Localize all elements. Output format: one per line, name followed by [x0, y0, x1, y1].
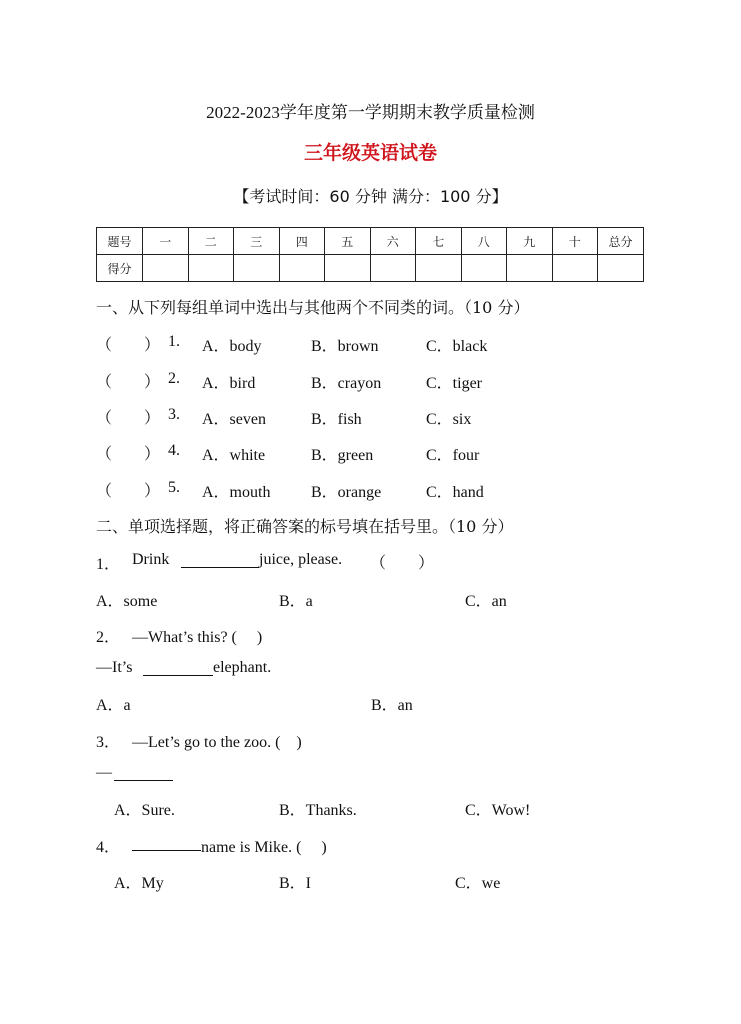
answer-blank[interactable]	[143, 661, 213, 676]
question-number: 3．	[96, 734, 121, 751]
score-cell[interactable]	[234, 255, 280, 282]
score-header-cell: 一	[143, 228, 189, 255]
option-a: A．seven	[202, 411, 266, 428]
option-b: B．crayon	[311, 375, 382, 392]
answer-blank[interactable]	[132, 836, 201, 851]
answer-paren[interactable]: （ ）	[96, 446, 161, 463]
question-number: 1．	[96, 556, 121, 573]
score-header-cell: 八	[461, 228, 507, 255]
option-a: A．some	[96, 593, 158, 610]
exam-title: 2022-2023学年度第一学期期末教学质量检测	[206, 103, 535, 122]
score-header-cell: 十	[552, 228, 598, 255]
exam-info: 【考试时间：60 分钟 满分：100 分】	[233, 187, 508, 206]
score-cell[interactable]	[370, 255, 416, 282]
question-number: 3.	[168, 406, 180, 423]
score-header-cell: 九	[507, 228, 553, 255]
option-a: A．a	[96, 697, 131, 714]
score-table-header-row	[97, 228, 644, 255]
question-number: 5.	[168, 479, 180, 496]
score-cell[interactable]	[279, 255, 325, 282]
score-cell[interactable]	[416, 255, 462, 282]
question-number: 4.	[168, 442, 180, 459]
question-text: juice, please.	[259, 551, 343, 568]
answer-blank[interactable]	[114, 766, 173, 781]
option-b: B．brown	[311, 338, 379, 355]
score-table-score-row	[97, 255, 644, 282]
score-cell[interactable]	[188, 255, 234, 282]
section1-heading: 一、从下列每组单词中选出与其他两个不同类的词。（10 分）	[96, 298, 530, 317]
answer-blank[interactable]	[181, 553, 259, 568]
option-c: C．six	[426, 411, 472, 428]
question-text: —Let’s go to the zoo. ( )	[132, 734, 302, 751]
option-b: B．a	[279, 593, 313, 610]
score-cell[interactable]	[461, 255, 507, 282]
option-b: B．fish	[311, 411, 362, 428]
score-cell[interactable]	[143, 255, 189, 282]
option-c: C．black	[426, 338, 488, 355]
score-header-cell: 五	[325, 228, 371, 255]
question-text: —It’s	[96, 659, 133, 676]
score-cell[interactable]	[598, 255, 644, 282]
score-cell[interactable]	[325, 255, 371, 282]
answer-paren[interactable]: （ ）	[96, 483, 161, 500]
option-a: A．My	[114, 875, 164, 892]
score-header-cell: 三	[234, 228, 280, 255]
exam-subtitle: 三年级英语试卷	[303, 142, 437, 164]
option-c: C．Wow!	[465, 802, 531, 819]
answer-paren[interactable]: （ ）	[96, 337, 161, 354]
score-table	[96, 227, 644, 282]
question-text: —	[96, 764, 112, 781]
option-c: C．an	[465, 593, 507, 610]
question-number: 2.	[168, 370, 180, 387]
answer-paren[interactable]: （ ）	[96, 410, 161, 427]
option-a: A．mouth	[202, 484, 271, 501]
option-a: A．body	[202, 338, 262, 355]
option-c: C．hand	[426, 484, 484, 501]
question-number: 2．	[96, 629, 121, 646]
question-number: 4．	[96, 839, 121, 856]
question-text: elephant.	[213, 659, 272, 676]
question-text: —What’s this? ( )	[132, 629, 263, 646]
option-a: A．Sure.	[114, 802, 175, 819]
question-number: 1.	[168, 333, 180, 350]
option-b: B．orange	[311, 484, 382, 501]
option-c: C．we	[455, 875, 501, 892]
option-c: C．four	[426, 447, 480, 464]
answer-paren[interactable]: （ ）	[370, 555, 435, 572]
score-header-cell: 七	[416, 228, 462, 255]
option-c: C．tiger	[426, 375, 482, 392]
option-b: B．I	[279, 875, 312, 892]
answer-paren[interactable]: （ ）	[96, 374, 161, 391]
option-b: B．green	[311, 447, 374, 464]
score-row-label: 得分	[97, 255, 143, 282]
section2-heading: 二、单项选择题，将正确答案的标号填在括号里。（10 分）	[96, 517, 514, 536]
score-header-cell: 题号	[97, 228, 143, 255]
question-text: Drink	[132, 551, 170, 568]
option-a: A．white	[202, 447, 266, 464]
question-text: name is Mike. ( )	[201, 839, 327, 856]
option-b: B．Thanks.	[279, 802, 357, 819]
score-cell[interactable]	[552, 255, 598, 282]
option-b: B．an	[371, 697, 413, 714]
option-a: A．bird	[202, 375, 256, 392]
score-header-cell: 四	[279, 228, 325, 255]
score-header-cell: 六	[370, 228, 416, 255]
score-header-cell: 二	[188, 228, 234, 255]
score-header-cell: 总分	[598, 228, 644, 255]
score-cell[interactable]	[507, 255, 553, 282]
